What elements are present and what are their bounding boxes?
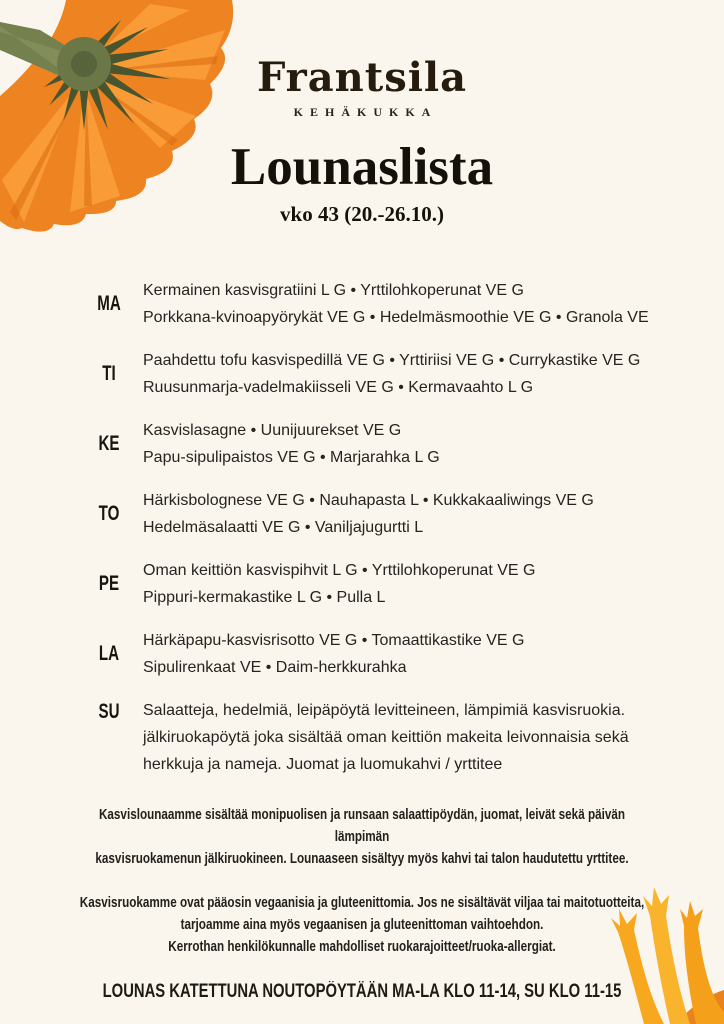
menu-line: Hedelmäsalaatti VE G • Vaniljajugurtti L xyxy=(143,518,424,536)
menu-row-sunday xyxy=(80,697,655,778)
menu-line: Kasvislasagne • Uunijuurekset VE G xyxy=(143,421,402,439)
brand-name: Frantsila xyxy=(256,54,468,101)
info-line: Kasvislounaamme sisältää monipuolisen ja runsaan salaattipöydän, juomat, leivät sekä päivän lämpimän xyxy=(98,805,626,845)
menu-line: Härkäpapu-kasvisrisotto VE G • Tomaattikastike VE G xyxy=(143,631,525,649)
weekly-menu xyxy=(80,277,655,778)
menu-line: Papu-sipulipaistos VE G • Marjarahka L G xyxy=(143,448,440,466)
info-line: Kasvisruokamme ovat pääosin vegaanisia ja gluteenittomia. Jos ne sisältävät viljaa tai maitotuotteita, xyxy=(79,893,645,911)
menu-row-tuesday xyxy=(80,347,655,401)
serving-hours-text: LOUNAS KATETTUNA NOUTOPÖYTÄÄN MA-LA KLO 11-14, SU KLO 11-15 xyxy=(102,980,622,1002)
day-label-to: TO xyxy=(98,501,120,525)
menu-line: Kermainen kasvisgratiini L G • Yrttilohkoperunat VE G xyxy=(143,281,524,299)
day-label-la: LA xyxy=(98,641,120,665)
menu-row-monday xyxy=(80,277,655,331)
info-line: tarjoamme aina myös vegaanisen ja gluteenittoman vaihtoehdon. xyxy=(180,915,544,933)
day-label-ti: TI xyxy=(102,361,116,385)
lunch-info-paragraph xyxy=(0,804,724,870)
serving-hours-line xyxy=(0,980,724,1004)
menu-line: Pippuri-kermakastike L G • Pulla L xyxy=(143,588,386,606)
day-label-ma: MA xyxy=(97,291,121,315)
diet-info-paragraph xyxy=(0,892,724,958)
brand-subname: KEHÄKUKKA xyxy=(293,105,438,119)
info-line: kasvisruokamenun jälkiruokineen. Lounaaseen sisältyy myös kahvi tai talon haudutettu yrttitee. xyxy=(95,849,629,867)
menu-line: Oman keittiön kasvispihvit L G • Yrttilohkoperunat VE G xyxy=(143,561,536,579)
menu-line: Salaatteja, hedelmiä, leipäpöytä levitteineen, lämpimiä kasvisruokia. xyxy=(143,701,626,719)
menu-line: Härkisbolognese VE G • Nauhapasta L • Kukkakaaliwings VE G xyxy=(143,491,594,509)
day-label-pe: PE xyxy=(98,571,120,595)
menu-row-saturday xyxy=(80,627,655,681)
menu-line: herkkuja ja nameja. Juomat ja luomukahvi / yrttitee xyxy=(143,755,503,773)
day-label-ke: KE xyxy=(98,431,120,455)
menu-line: Porkkana-kvinoapyörykät VE G • Hedelmäsmoothie VE G • Granola VE xyxy=(143,308,649,326)
menu-line: Ruusunmarja-vadelmakiisseli VE G • Kermavaahto L G xyxy=(143,378,534,396)
day-label-su: SU xyxy=(98,699,120,723)
brand-logo xyxy=(0,0,724,120)
menu-row-friday xyxy=(80,557,655,611)
menu-row-wednesday xyxy=(80,417,655,471)
menu-line: Paahdettu tofu kasvispedillä VE G • Yrttiriisi VE G • Currykastike VE G xyxy=(143,351,641,369)
menu-line: jälkiruokapöytä joka sisältää oman keittiön makeita leivonnaisia sekä xyxy=(143,728,629,746)
info-line: Kerrothan henkilökunnalle mahdolliset ruokarajoitteet/ruoka-allergiat. xyxy=(168,937,556,955)
menu-row-thursday xyxy=(80,487,655,541)
page-title: Lounaslista xyxy=(230,138,494,196)
menu-line: Sipulirenkaat VE • Daim-herkkurahka xyxy=(143,658,407,676)
page-subtitle-week: vko 43 (20.-26.10.) xyxy=(280,201,444,226)
